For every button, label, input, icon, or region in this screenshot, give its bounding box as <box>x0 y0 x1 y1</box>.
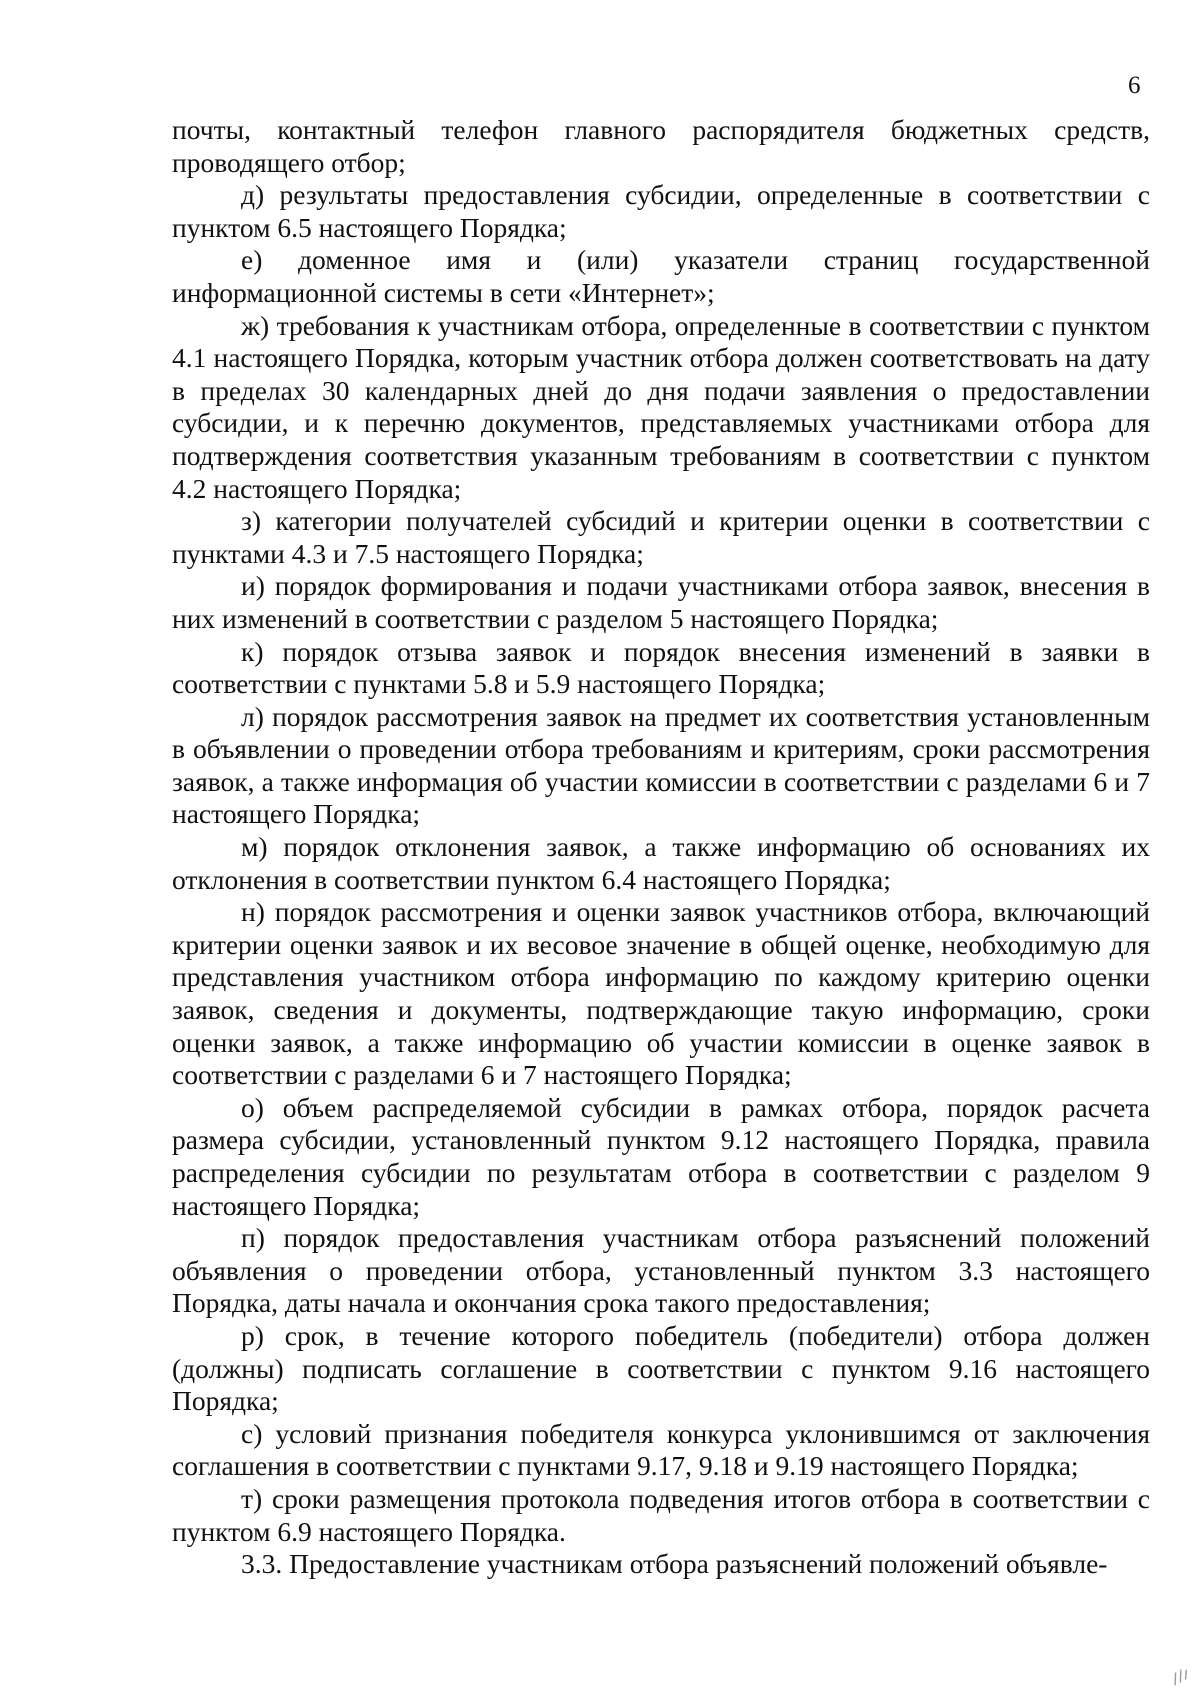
paragraph-item-zh: ж) требования к участникам отбора, определенные в соответствии с пунктом 4.1 настоящего Порядка, которым участник отбора должен соответствовать на дату в пределах 30 календарных дней до дня подачи заявления о предоставлении субсидии, и к перечню документов, представляемых участниками отбора для подтверждения соответствия указанным требованиям в соответствии с пунктом 4.2 настоящего Порядка; <box>172 309 1150 504</box>
paragraph-item-i: и) порядок формирования и подачи участниками отбора заявок, внесения в них изменений в соответствии с разделом 5 настоящего Порядка; <box>172 570 1150 634</box>
scan-mark <box>1166 1662 1196 1695</box>
paragraph-item-k: к) порядок отзыва заявок и порядок внесения изменений в заявки в соответствии с пунктами 5.8 и 5.9 настоящего Порядка; <box>172 635 1150 700</box>
paragraph-item-p: п) порядок предоставления участникам отбора разъяснений положений объявления о проведении отбора, установленный пунктом 3.3 настоящего Порядка, даты начала и окончания срока такого предоставления; <box>172 1222 1150 1319</box>
paragraph-item-e: е) доменное имя и (или) указатели страниц государственной информационной системы в сети «Интернет»; <box>172 244 1150 308</box>
paragraph-item-s: с) условий признания победителя конкурса уклонившимся от заключения соглашения в соответствии с пунктами 9.17, 9.18 и 9.19 настоящего Порядка; <box>172 1417 1150 1482</box>
paragraph-continuation: почты, контактный телефон главного распорядителя бюджетных средств, проводящего отбор; <box>172 114 1150 178</box>
document-body <box>172 114 1150 1581</box>
paragraph-item-d: д) результаты предоставления субсидии, определенные в соответствии с пунктом 6.5 настоящего Порядка; <box>172 179 1150 243</box>
paragraph-section-3-3: 3.3. Предоставление участникам отбора разъяснений положений объявле- <box>241 1548 1108 1580</box>
paragraph-item-z: з) категории получателей субсидий и критерии оценки в соответствии с пунктами 4.3 и 7.5 настоящего Порядка; <box>172 505 1150 569</box>
paragraph-item-l: л) порядок рассмотрения заявок на предмет их соответствия установленным в объявлении о проведении отбора требованиям и критериям, сроки рассмотрения заявок, а также информация об участии комиссии в соответствии с разделами 6 и 7 настоящего Порядка; <box>172 700 1150 830</box>
page-number: 6 <box>1128 72 1141 99</box>
paragraph-item-o: о) объем распределяемой субсидии в рамках отбора, порядок расчета размера субсидии, установленный пунктом 9.12 настоящего Порядка, правила распределения субсидии по результатам отбора в соответствии с разделом 9 настоящего Порядка; <box>172 1091 1150 1221</box>
paragraph-item-n: н) порядок рассмотрения и оценки заявок участников отбора, включающий критерии оценки заявок и их весовое значение в общей оценке, необходимую для представления участником отбора информацию по каждому критерию оценки заявок, сведения и документы, подтверждающие такую информацию, сроки оценки заявок, а также информацию об участии комиссии в оценке заявок в соответствии с разделами 6 и 7 настоящего Порядка; <box>172 896 1150 1091</box>
paragraph-item-r: р) срок, в течение которого победитель (победители) отбора должен (должны) подписать соглашение в соответствии с пунктом 9.16 настоящего Порядка; <box>172 1319 1150 1417</box>
paragraph-item-m: м) порядок отклонения заявок, а также информацию об основаниях их отклонения в соответствии пунктом 6.4 настоящего Порядка; <box>172 831 1150 895</box>
paragraph-item-t: т) сроки размещения протокола подведения итогов отбора в соответствии с пунктом 6.9 настоящего Порядка. <box>172 1482 1150 1547</box>
